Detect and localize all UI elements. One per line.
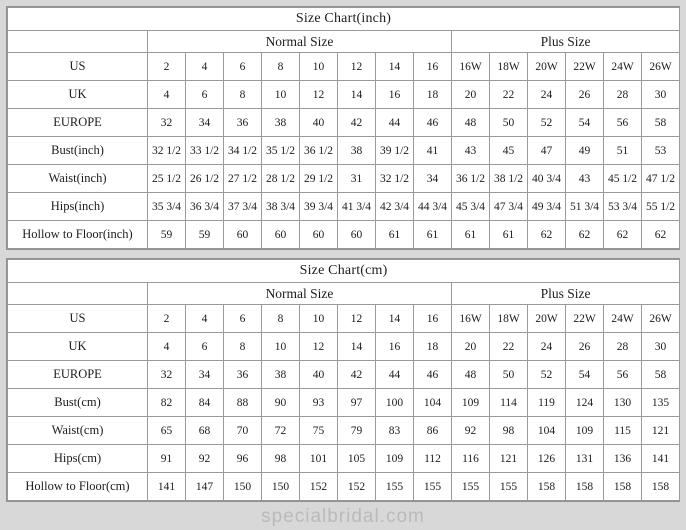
cell: 141 bbox=[642, 445, 680, 473]
cell: 59 bbox=[148, 221, 186, 249]
cell: 136 bbox=[604, 445, 642, 473]
cell: 46 bbox=[414, 109, 452, 137]
cell: 14 bbox=[338, 333, 376, 361]
chart-title-inch: Size Chart(inch) bbox=[8, 8, 680, 31]
cell: 60 bbox=[262, 221, 300, 249]
cell: 51 3/4 bbox=[566, 193, 604, 221]
cell: 12 bbox=[338, 53, 376, 81]
group-header-cm-1: Plus Size bbox=[452, 283, 680, 305]
cell: 18 bbox=[414, 333, 452, 361]
cell: 16W bbox=[452, 53, 490, 81]
row-label-inch-3: Bust(inch) bbox=[8, 137, 148, 165]
cell: 20 bbox=[452, 333, 490, 361]
cell: 96 bbox=[224, 445, 262, 473]
cell: 109 bbox=[566, 417, 604, 445]
cell: 26 bbox=[566, 333, 604, 361]
size-chart-cm-block bbox=[6, 258, 680, 502]
cell: 10 bbox=[300, 305, 338, 333]
cell: 18W bbox=[490, 53, 528, 81]
cell: 39 3/4 bbox=[300, 193, 338, 221]
cell: 26 bbox=[566, 81, 604, 109]
cell: 2 bbox=[148, 53, 186, 81]
cell: 20W bbox=[528, 53, 566, 81]
table-row bbox=[8, 109, 680, 137]
cell: 60 bbox=[300, 221, 338, 249]
cell: 28 bbox=[604, 333, 642, 361]
cell: 8 bbox=[262, 305, 300, 333]
cell: 4 bbox=[148, 333, 186, 361]
group-header-row-inch bbox=[8, 31, 680, 53]
cell: 12 bbox=[338, 305, 376, 333]
cell: 90 bbox=[262, 389, 300, 417]
cell: 16 bbox=[414, 305, 452, 333]
cell: 130 bbox=[604, 389, 642, 417]
table-row bbox=[8, 81, 680, 109]
cell: 40 bbox=[300, 361, 338, 389]
cell: 22 bbox=[490, 333, 528, 361]
row-label-cm-4: Waist(cm) bbox=[8, 417, 148, 445]
row-label-cm-2: EUROPE bbox=[8, 361, 148, 389]
cell: 24W bbox=[604, 53, 642, 81]
row-label-cm-1: UK bbox=[8, 333, 148, 361]
cell: 30 bbox=[642, 81, 680, 109]
cell: 72 bbox=[262, 417, 300, 445]
cell: 150 bbox=[224, 473, 262, 501]
cell: 38 bbox=[262, 361, 300, 389]
cell: 109 bbox=[452, 389, 490, 417]
cell: 104 bbox=[528, 417, 566, 445]
cell: 42 bbox=[338, 361, 376, 389]
cell: 20 bbox=[452, 81, 490, 109]
cell: 33 1/2 bbox=[186, 137, 224, 165]
cell: 155 bbox=[452, 473, 490, 501]
group-header-inch-1: Plus Size bbox=[452, 31, 680, 53]
cell: 112 bbox=[414, 445, 452, 473]
cell: 14 bbox=[376, 53, 414, 81]
row-label-cm-5: Hips(cm) bbox=[8, 445, 148, 473]
cell: 119 bbox=[528, 389, 566, 417]
cell: 28 1/2 bbox=[262, 165, 300, 193]
table-row bbox=[8, 417, 680, 445]
chart-title-row-cm bbox=[8, 260, 680, 283]
cell: 36 bbox=[224, 361, 262, 389]
cell: 53 bbox=[642, 137, 680, 165]
cell: 155 bbox=[490, 473, 528, 501]
cell: 8 bbox=[224, 81, 262, 109]
cell: 43 bbox=[452, 137, 490, 165]
cell: 158 bbox=[566, 473, 604, 501]
watermark-text: specialbridal.com bbox=[261, 506, 425, 527]
cell: 36 1/2 bbox=[452, 165, 490, 193]
cell: 41 3/4 bbox=[338, 193, 376, 221]
cell: 16 bbox=[376, 333, 414, 361]
cell: 34 bbox=[414, 165, 452, 193]
cell: 38 3/4 bbox=[262, 193, 300, 221]
cell: 98 bbox=[262, 445, 300, 473]
row-label-inch-0: US bbox=[8, 53, 148, 81]
cell: 91 bbox=[148, 445, 186, 473]
cell: 14 bbox=[338, 81, 376, 109]
table-row bbox=[8, 389, 680, 417]
cell: 16W bbox=[452, 305, 490, 333]
cell: 14 bbox=[376, 305, 414, 333]
cell: 109 bbox=[376, 445, 414, 473]
cell: 93 bbox=[300, 389, 338, 417]
cell: 44 bbox=[376, 361, 414, 389]
cell: 6 bbox=[224, 53, 262, 81]
cell: 50 bbox=[490, 361, 528, 389]
cell: 55 1/2 bbox=[642, 193, 680, 221]
cell: 52 bbox=[528, 109, 566, 137]
cell: 56 bbox=[604, 361, 642, 389]
cell: 4 bbox=[186, 53, 224, 81]
cell: 29 1/2 bbox=[300, 165, 338, 193]
size-chart-inch-block bbox=[6, 6, 680, 250]
cell: 65 bbox=[148, 417, 186, 445]
cell: 82 bbox=[148, 389, 186, 417]
cell: 59 bbox=[186, 221, 224, 249]
cell: 44 bbox=[376, 109, 414, 137]
cell: 8 bbox=[224, 333, 262, 361]
cell: 105 bbox=[338, 445, 376, 473]
cell: 4 bbox=[148, 81, 186, 109]
cell: 42 3/4 bbox=[376, 193, 414, 221]
cell: 49 3/4 bbox=[528, 193, 566, 221]
table-row bbox=[8, 445, 680, 473]
cell: 42 bbox=[338, 109, 376, 137]
cell: 121 bbox=[642, 417, 680, 445]
cell: 36 3/4 bbox=[186, 193, 224, 221]
cell: 34 bbox=[186, 109, 224, 137]
cell: 56 bbox=[604, 109, 642, 137]
size-chart-cm-table bbox=[7, 259, 680, 501]
cell: 100 bbox=[376, 389, 414, 417]
cell: 37 3/4 bbox=[224, 193, 262, 221]
cell: 54 bbox=[566, 361, 604, 389]
cell: 75 bbox=[300, 417, 338, 445]
cell: 10 bbox=[262, 333, 300, 361]
cell: 60 bbox=[224, 221, 262, 249]
table-row bbox=[8, 473, 680, 501]
cell: 10 bbox=[300, 53, 338, 81]
cell: 53 3/4 bbox=[604, 193, 642, 221]
cell: 58 bbox=[642, 361, 680, 389]
chart-title-row-inch bbox=[8, 8, 680, 31]
cell: 38 1/2 bbox=[490, 165, 528, 193]
cell: 25 1/2 bbox=[148, 165, 186, 193]
cell: 2 bbox=[148, 305, 186, 333]
cell: 35 3/4 bbox=[148, 193, 186, 221]
table-row bbox=[8, 165, 680, 193]
cell: 40 bbox=[300, 109, 338, 137]
cell: 34 1/2 bbox=[224, 137, 262, 165]
cell: 62 bbox=[566, 221, 604, 249]
row-label-cm-6: Hollow to Floor(cm) bbox=[8, 473, 148, 501]
group-header-corner-cm bbox=[8, 283, 148, 305]
size-chart-inch-table bbox=[7, 7, 680, 249]
cell: 27 1/2 bbox=[224, 165, 262, 193]
cell: 51 bbox=[604, 137, 642, 165]
cell: 61 bbox=[414, 221, 452, 249]
cell: 46 bbox=[414, 361, 452, 389]
chart-title-cm: Size Chart(cm) bbox=[8, 260, 680, 283]
table-row bbox=[8, 361, 680, 389]
cell: 61 bbox=[376, 221, 414, 249]
row-label-inch-6: Hollow to Floor(inch) bbox=[8, 221, 148, 249]
row-label-inch-4: Waist(inch) bbox=[8, 165, 148, 193]
cell: 54 bbox=[566, 109, 604, 137]
row-label-inch-2: EUROPE bbox=[8, 109, 148, 137]
cell: 135 bbox=[642, 389, 680, 417]
group-header-inch-0: Normal Size bbox=[148, 31, 452, 53]
row-label-inch-5: Hips(inch) bbox=[8, 193, 148, 221]
cell: 47 1/2 bbox=[642, 165, 680, 193]
cell: 31 bbox=[338, 165, 376, 193]
cell: 32 bbox=[148, 361, 186, 389]
cell: 79 bbox=[338, 417, 376, 445]
cell: 32 1/2 bbox=[148, 137, 186, 165]
cell: 150 bbox=[262, 473, 300, 501]
cell: 8 bbox=[262, 53, 300, 81]
cell: 18W bbox=[490, 305, 528, 333]
cell: 48 bbox=[452, 361, 490, 389]
cell: 97 bbox=[338, 389, 376, 417]
cell: 152 bbox=[300, 473, 338, 501]
cell: 41 bbox=[414, 137, 452, 165]
cell: 26W bbox=[642, 305, 680, 333]
cell: 52 bbox=[528, 361, 566, 389]
table-row bbox=[8, 305, 680, 333]
table-row bbox=[8, 53, 680, 81]
row-label-inch-1: UK bbox=[8, 81, 148, 109]
cell: 61 bbox=[490, 221, 528, 249]
cell: 60 bbox=[338, 221, 376, 249]
cell: 49 bbox=[566, 137, 604, 165]
cell: 32 1/2 bbox=[376, 165, 414, 193]
cell: 26W bbox=[642, 53, 680, 81]
cell: 155 bbox=[376, 473, 414, 501]
cell: 38 bbox=[338, 137, 376, 165]
group-header-cm-0: Normal Size bbox=[148, 283, 452, 305]
cell: 47 bbox=[528, 137, 566, 165]
size-chart-inch-body bbox=[8, 8, 680, 249]
cell: 83 bbox=[376, 417, 414, 445]
cell: 70 bbox=[224, 417, 262, 445]
cell: 50 bbox=[490, 109, 528, 137]
cell: 22 bbox=[490, 81, 528, 109]
cell: 147 bbox=[186, 473, 224, 501]
cell: 6 bbox=[224, 305, 262, 333]
size-chart-cm-body bbox=[8, 260, 680, 501]
cell: 92 bbox=[452, 417, 490, 445]
cell: 68 bbox=[186, 417, 224, 445]
cell: 6 bbox=[186, 81, 224, 109]
cell: 26 1/2 bbox=[186, 165, 224, 193]
cell: 101 bbox=[300, 445, 338, 473]
cell: 62 bbox=[604, 221, 642, 249]
cell: 12 bbox=[300, 81, 338, 109]
cell: 24 bbox=[528, 333, 566, 361]
cell: 39 1/2 bbox=[376, 137, 414, 165]
cell: 24 bbox=[528, 81, 566, 109]
cell: 40 3/4 bbox=[528, 165, 566, 193]
table-row bbox=[8, 333, 680, 361]
cell: 114 bbox=[490, 389, 528, 417]
cell: 158 bbox=[604, 473, 642, 501]
row-label-cm-0: US bbox=[8, 305, 148, 333]
cell: 6 bbox=[186, 333, 224, 361]
cell: 104 bbox=[414, 389, 452, 417]
cell: 43 bbox=[566, 165, 604, 193]
table-row bbox=[8, 221, 680, 249]
cell: 20W bbox=[528, 305, 566, 333]
cell: 115 bbox=[604, 417, 642, 445]
cell: 92 bbox=[186, 445, 224, 473]
cell: 38 bbox=[262, 109, 300, 137]
cell: 45 3/4 bbox=[452, 193, 490, 221]
cell: 116 bbox=[452, 445, 490, 473]
table-row bbox=[8, 137, 680, 165]
cell: 16 bbox=[414, 53, 452, 81]
cell: 124 bbox=[566, 389, 604, 417]
cell: 141 bbox=[148, 473, 186, 501]
cell: 48 bbox=[452, 109, 490, 137]
cell: 10 bbox=[262, 81, 300, 109]
cell: 30 bbox=[642, 333, 680, 361]
cell: 36 bbox=[224, 109, 262, 137]
cell: 158 bbox=[528, 473, 566, 501]
cell: 12 bbox=[300, 333, 338, 361]
cell: 45 bbox=[490, 137, 528, 165]
table-row bbox=[8, 193, 680, 221]
cell: 152 bbox=[338, 473, 376, 501]
cell: 126 bbox=[528, 445, 566, 473]
group-header-row-cm bbox=[8, 283, 680, 305]
cell: 35 1/2 bbox=[262, 137, 300, 165]
row-label-cm-3: Bust(cm) bbox=[8, 389, 148, 417]
cell: 28 bbox=[604, 81, 642, 109]
cell: 58 bbox=[642, 109, 680, 137]
cell: 47 3/4 bbox=[490, 193, 528, 221]
cell: 98 bbox=[490, 417, 528, 445]
cell: 121 bbox=[490, 445, 528, 473]
cell: 131 bbox=[566, 445, 604, 473]
cell: 62 bbox=[528, 221, 566, 249]
cell: 155 bbox=[414, 473, 452, 501]
cell: 24W bbox=[604, 305, 642, 333]
cell: 86 bbox=[414, 417, 452, 445]
cell: 36 1/2 bbox=[300, 137, 338, 165]
cell: 158 bbox=[642, 473, 680, 501]
cell: 44 3/4 bbox=[414, 193, 452, 221]
cell: 32 bbox=[148, 109, 186, 137]
cell: 22W bbox=[566, 305, 604, 333]
cell: 34 bbox=[186, 361, 224, 389]
group-header-corner-inch bbox=[8, 31, 148, 53]
cell: 4 bbox=[186, 305, 224, 333]
cell: 62 bbox=[642, 221, 680, 249]
cell: 18 bbox=[414, 81, 452, 109]
cell: 61 bbox=[452, 221, 490, 249]
cell: 45 1/2 bbox=[604, 165, 642, 193]
cell: 22W bbox=[566, 53, 604, 81]
cell: 88 bbox=[224, 389, 262, 417]
cell: 84 bbox=[186, 389, 224, 417]
cell: 16 bbox=[376, 81, 414, 109]
